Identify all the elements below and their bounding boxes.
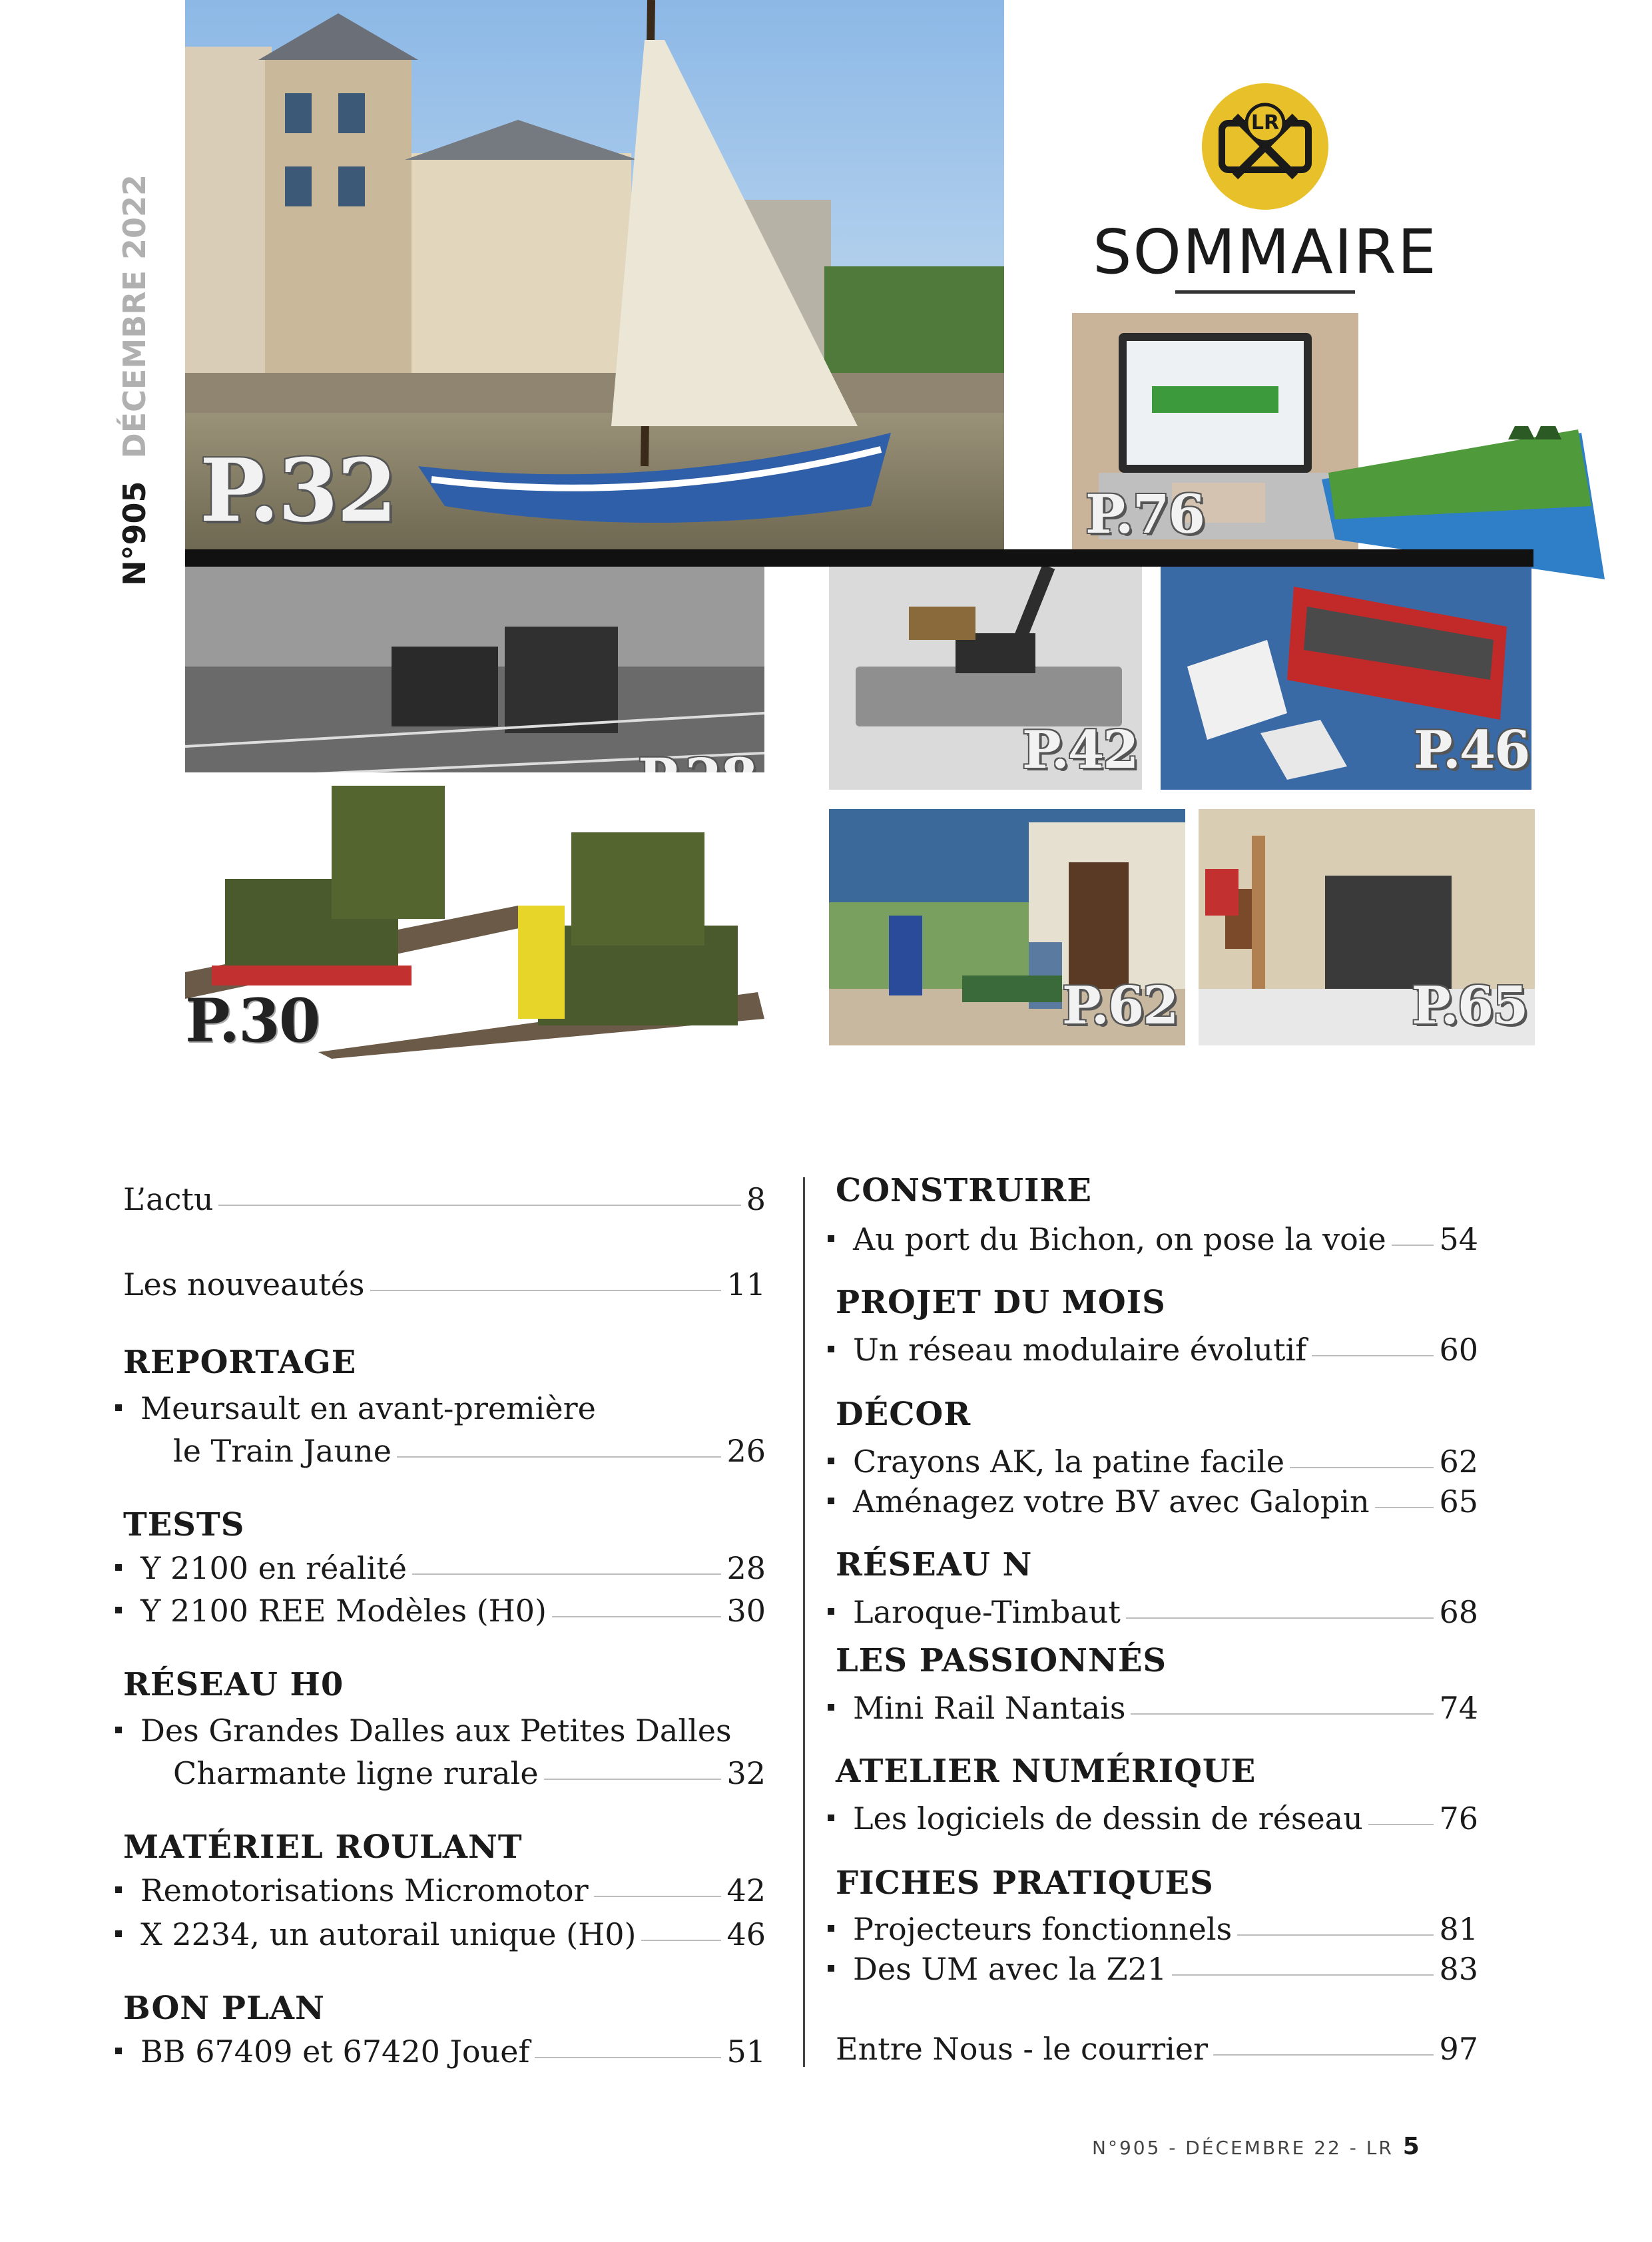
toc-entry-reseau-h0-line1[interactable] <box>115 1713 732 1749</box>
toc-entry-label: X 2234, un autorail unique (H0) <box>140 1916 637 1952</box>
toc-entry-label: BB 67409 et 67420 Jouef <box>140 2034 530 2070</box>
toc-page-number: 51 <box>726 2034 766 2070</box>
page-number: 5 <box>1402 2133 1422 2160</box>
toc-page-number: 68 <box>1439 1594 1478 1630</box>
sommaire-title: SOMMAIRE <box>1093 216 1438 288</box>
toc-entry-label: Des UM avec la Z21 <box>853 1951 1167 1987</box>
toc-entry-tests-1[interactable] <box>115 1593 766 1629</box>
toc-page-number: 54 <box>1439 1221 1478 1257</box>
toc-entry-label: Aménagez votre BV avec Galopin <box>853 1484 1370 1520</box>
toc-page-number: 46 <box>726 1916 766 1952</box>
toc-page-number: 62 <box>1439 1444 1478 1480</box>
photo-coach-label: P.46 <box>1414 720 1529 780</box>
toc-entry-materiel-0[interactable] <box>115 1872 766 1908</box>
toc-entry-bon-plan-0[interactable] <box>115 2034 766 2070</box>
bullet-icon <box>115 1607 122 1613</box>
toc-entry-projet-0[interactable] <box>828 1332 1478 1368</box>
toc-entry-label: Les nouveautés <box>123 1266 365 1302</box>
photo-figures-label: P.62 <box>1062 976 1178 1036</box>
toc-page-number: 65 <box>1439 1484 1478 1520</box>
toc-page-number: 60 <box>1439 1332 1478 1368</box>
section-title-bon-plan: BON PLAN <box>123 1990 325 2027</box>
leader-line <box>1131 1713 1434 1715</box>
section-title-reseau-n: RÉSEAU N <box>836 1546 1033 1583</box>
toc-page-number: 81 <box>1439 1911 1478 1947</box>
toc-page-number: 32 <box>726 1755 766 1791</box>
column-divider <box>803 1177 805 2067</box>
toc-entry-label: L’actu <box>123 1181 214 1217</box>
leader-line <box>1368 1824 1434 1825</box>
sommaire-logo <box>1092 83 1438 294</box>
toc-entry-label: Les logiciels de dessin de réseau <box>853 1801 1363 1836</box>
section-title-reseau-h0: RÉSEAU H0 <box>123 1666 344 1703</box>
leader-line <box>218 1205 740 1206</box>
leader-line <box>544 1779 722 1780</box>
photo-coach <box>1161 567 1531 790</box>
toc-entry-label: Charmante ligne rurale <box>173 1755 539 1791</box>
toc-page-number: 42 <box>726 1872 766 1908</box>
toc-entry-label: Mini Rail Nantais <box>853 1690 1126 1726</box>
toc-page-number: 11 <box>726 1266 766 1302</box>
footer-text: N°905 - DÉCEMBRE 22 - LR <box>1092 2137 1394 2159</box>
section-title-construire: CONSTRUIRE <box>836 1172 1092 1209</box>
bullet-icon <box>828 1458 834 1464</box>
toc-entry-label: Meursault en avant-première <box>140 1390 596 1426</box>
bullet-icon <box>828 1608 834 1615</box>
leader-line <box>535 2057 721 2058</box>
toc-entry-construire-0[interactable] <box>828 1221 1478 1257</box>
bullet-icon <box>828 1704 834 1711</box>
photo-locos <box>185 772 764 1059</box>
toc-entry-label: Au port du Bichon, on pose la voie <box>853 1221 1386 1257</box>
logo-underline <box>1175 290 1355 294</box>
bullet-icon <box>828 1965 834 1972</box>
toc-entry-materiel-1[interactable] <box>115 1916 766 1952</box>
section-title-reportage: REPORTAGE <box>123 1344 357 1381</box>
leader-line <box>397 1456 722 1458</box>
toc-entry-reportage-line2[interactable] <box>173 1433 766 1469</box>
toc-page-number: 97 <box>1439 2031 1478 2067</box>
toc-entry-label: Entre Nous - le courrier <box>836 2031 1209 2067</box>
leader-line <box>1126 1617 1434 1619</box>
issue-date: DÉCEMBRE 2022 <box>117 174 152 459</box>
leader-line <box>1237 1934 1434 1936</box>
bullet-icon <box>828 1346 834 1352</box>
section-title-materiel: MATÉRIEL ROULANT <box>123 1828 523 1866</box>
bullet-icon <box>115 1727 122 1733</box>
page-footer <box>1092 2133 1422 2160</box>
toc-entry-decor-0[interactable] <box>828 1444 1478 1480</box>
toc-entry-tests-0[interactable] <box>115 1550 766 1586</box>
leader-line <box>552 1616 721 1617</box>
bullet-icon <box>828 1235 834 1242</box>
bullet-icon <box>828 1925 834 1932</box>
toc-entry-label: Remotorisations Micromotor <box>140 1872 589 1908</box>
section-title-decor: DÉCOR <box>836 1396 971 1433</box>
toc-page-number: 28 <box>726 1550 766 1586</box>
toc-page-number: 8 <box>746 1181 766 1217</box>
toc-page-number: 26 <box>726 1433 766 1469</box>
toc-entry-courrier[interactable] <box>836 2031 1478 2067</box>
toc-entry-fiches-1[interactable] <box>828 1951 1478 1987</box>
section-title-tests: TESTS <box>123 1506 245 1543</box>
leader-line <box>1312 1355 1434 1356</box>
photo-port <box>185 0 1004 549</box>
section-title-projet: PROJET DU MOIS <box>836 1284 1166 1321</box>
bullet-icon <box>115 1886 122 1893</box>
toc-entry-label: Y 2100 REE Modèles (H0) <box>140 1593 547 1629</box>
leader-line <box>1392 1245 1434 1246</box>
section-title-fiches: FICHES PRATIQUES <box>836 1864 1214 1902</box>
bullet-icon <box>115 1930 122 1937</box>
toc-page-number: 74 <box>1439 1690 1478 1726</box>
toc-entry-reseau-n-0[interactable] <box>828 1594 1478 1630</box>
leader-line <box>412 1573 722 1575</box>
toc-entry-decor-1[interactable] <box>828 1484 1478 1520</box>
toc-entry-label: Y 2100 en réalité <box>140 1550 407 1586</box>
photo-rule <box>185 549 1533 567</box>
toc-entry-label: Laroque-Timbaut <box>853 1594 1121 1630</box>
toc-entry-actu[interactable] <box>123 1181 766 1217</box>
leader-line <box>1290 1467 1434 1468</box>
toc-entry-label: Crayons AK, la patine facile <box>853 1444 1285 1480</box>
issue-number: N°905 <box>117 481 152 586</box>
toc-page-number: 76 <box>1439 1801 1478 1836</box>
toc-entry-label: Projecteurs fonctionnels <box>853 1911 1233 1947</box>
toc-entry-reseau-h0-line2[interactable] <box>173 1755 766 1791</box>
leader-line <box>594 1896 722 1897</box>
toc-entry-atelier-0[interactable] <box>828 1801 1478 1836</box>
toc-page-number: 30 <box>726 1593 766 1629</box>
photo-laptop <box>1072 313 1358 549</box>
leader-line <box>641 1940 721 1941</box>
toc-entry-label: le Train Jaune <box>173 1433 392 1469</box>
toc-entry-fiches-0[interactable] <box>828 1911 1478 1947</box>
toc-entry-reportage-line1[interactable] <box>115 1390 596 1426</box>
photo-interior <box>1199 809 1535 1045</box>
leader-line <box>1375 1507 1434 1508</box>
lr-badge-icon <box>1202 83 1328 210</box>
section-title-atelier: ATELIER NUMÉRIQUE <box>836 1753 1256 1790</box>
bullet-icon <box>828 1498 834 1504</box>
leader-line <box>370 1290 722 1291</box>
photo-port-label: P.32 <box>200 439 396 541</box>
lr-badge-text: LR <box>1250 111 1280 135</box>
bullet-icon <box>115 2048 122 2054</box>
bullet-icon <box>115 1564 122 1571</box>
photo-motor <box>829 567 1142 790</box>
toc-page-number: 83 <box>1439 1951 1478 1987</box>
photo-interior-label: P.65 <box>1412 976 1527 1036</box>
photo-laptop-label: P.76 <box>1085 483 1205 545</box>
issue-sidebar <box>117 174 152 586</box>
toc-entry-label: Un réseau modulaire évolutif <box>853 1332 1307 1368</box>
leader-line <box>1213 2054 1434 2056</box>
bullet-icon <box>115 1404 122 1411</box>
bullet-icon <box>828 1815 834 1821</box>
toc-entry-nouveautes[interactable] <box>123 1266 766 1302</box>
toc-entry-label: Des Grandes Dalles aux Petites Dalles <box>140 1713 732 1749</box>
photo-motor-label: P.42 <box>1022 720 1138 780</box>
section-title-passionnes: LES PASSIONNÉS <box>836 1642 1167 1679</box>
leader-line <box>1172 1974 1434 1976</box>
photo-locos-label: P.30 <box>185 985 320 1056</box>
photo-figures <box>829 809 1185 1045</box>
toc-entry-passionnes-0[interactable] <box>828 1690 1478 1726</box>
